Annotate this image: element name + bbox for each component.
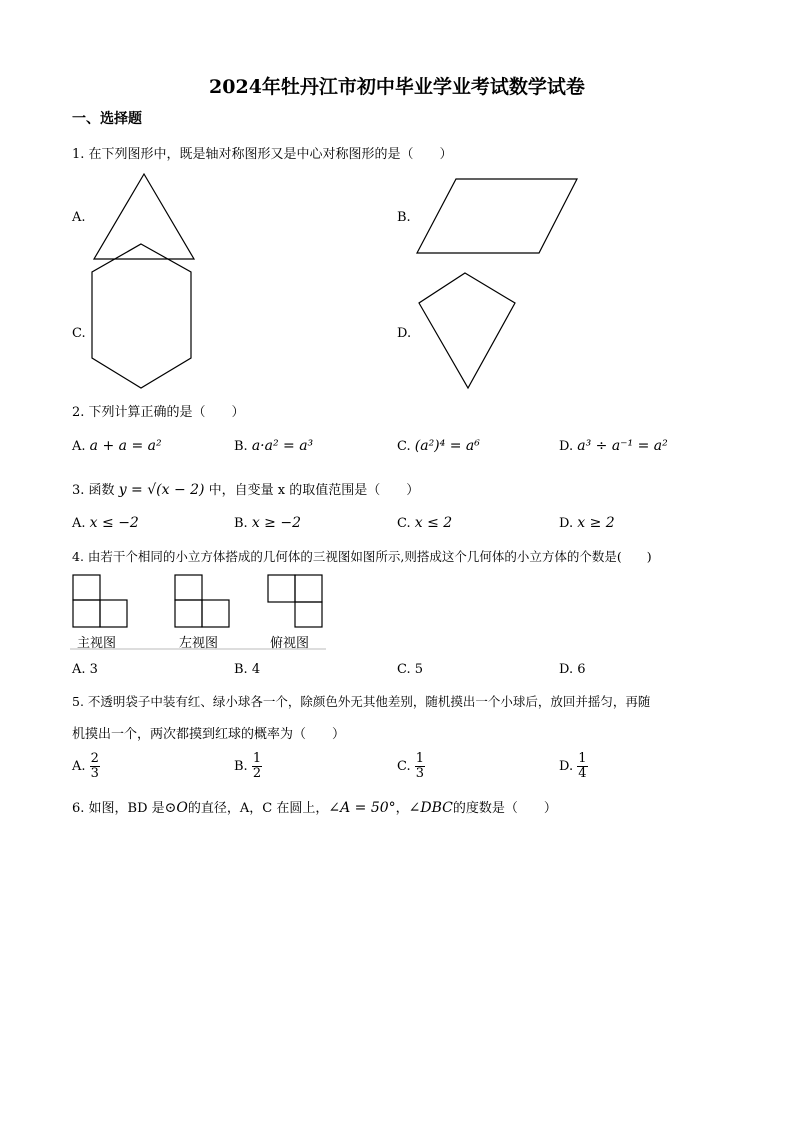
q4-option-b-value: 4 [251, 662, 261, 677]
q4-option-d-value: 6 [577, 662, 586, 677]
q5-option-b [234, 752, 262, 781]
q3-option-b-expr: x ≥ −2 [251, 515, 301, 531]
q6-stem-suffix: 的度数是（ ） [452, 801, 557, 816]
q3-option-a-letter: A. [72, 516, 86, 531]
q4-stem: 4. 由若干个相同的小立方体搭成的几何体的三视图如图所示,则搭成这个几何体的小立方体的个数是( ) [72, 549, 652, 564]
q6-separator: ， [395, 801, 409, 816]
q5-option-a-fraction [90, 752, 100, 781]
q3-option-c-expr: x ≤ 2 [414, 515, 453, 531]
q5-option-b-letter: B. [234, 759, 248, 774]
q3-option-a-expr: x ≤ −2 [89, 515, 139, 531]
q4-option-a-letter: A. [72, 662, 86, 677]
q5-option-d-letter: D. [559, 759, 574, 774]
q1-stem: 1. 在下列图形中，既是轴对称图形又是中心对称图形的是（ ） [72, 147, 453, 162]
q4-option-c [397, 662, 423, 677]
q4-option-d-letter: D. [559, 662, 574, 677]
section-heading: 一、选择题 [72, 111, 142, 127]
q6-stem [72, 797, 557, 816]
q3-stem-prefix: 3. 函数 [72, 483, 115, 498]
q5-option-b-numerator: 1 [252, 751, 262, 766]
q2-stem: 2. 下列计算正确的是（ ） [72, 405, 245, 420]
q6-circle-symbol: ⊙O [164, 800, 188, 816]
q5-option-d [559, 752, 588, 781]
q3-option-b-letter: B. [234, 516, 248, 531]
q5-option-b-fraction [252, 752, 262, 781]
side-view-drawing [175, 575, 229, 627]
q2-option-b-expr: a·a² = a³ [251, 438, 314, 454]
top-view-label: 俯视图 [270, 636, 310, 651]
q1-option-d-label: D. [397, 326, 412, 341]
q5-option-a-letter: A. [72, 759, 86, 774]
q4-option-a [72, 662, 98, 677]
q4-option-b [234, 662, 260, 677]
side-view-label: 左视图 [179, 636, 219, 651]
page-title: 2024年牡丹江市初中毕业学业考试数学试卷 [209, 76, 585, 98]
q5-option-c-numerator: 1 [415, 751, 425, 766]
q3-option-c-letter: C. [397, 516, 411, 531]
q5-option-d-fraction [577, 752, 587, 781]
q5-option-d-denominator: 4 [578, 766, 587, 781]
q6-angle-dbc: ∠DBC [408, 800, 453, 816]
front-view-label: 主视图 [77, 636, 117, 651]
q2-option-c-expr: (a²)⁴ = a⁶ [414, 438, 480, 454]
q2-option-d-expr: a³ ÷ a⁻¹ = a² [577, 438, 668, 454]
q2-option-a-letter: A. [72, 439, 86, 454]
q5-stem-line2: 机摸出一个，两次都摸到红球的概率为（ ） [72, 727, 346, 742]
q1-option-a-label: A. [72, 210, 86, 225]
q3-option-d-expr: x ≥ 2 [577, 515, 615, 531]
front-view-drawing [73, 575, 127, 627]
q4-option-c-letter: C. [397, 662, 411, 677]
q3-function-expr: y = √(x − 2) [118, 482, 205, 498]
q5-option-a [72, 752, 100, 781]
q6-angle-a: ∠A = 50° [328, 800, 396, 816]
q5-option-d-numerator: 1 [578, 751, 587, 766]
q5-stem-line1: 5. 不透明袋子中装有红、绿小球各一个，除颜色外无其他差别，随机摸出一个小球后，放回并摇匀，再随 [72, 694, 651, 709]
q5-option-c-letter: C. [397, 759, 411, 774]
q5-option-c [397, 752, 425, 781]
q2-option-c-letter: C. [397, 439, 411, 454]
q5-option-c-denominator: 3 [415, 766, 425, 781]
q3-option-d-letter: D. [559, 516, 574, 531]
q1-option-b-label: B. [397, 210, 411, 225]
q2-option-d-letter: D. [559, 439, 574, 454]
q4-option-a-value: 3 [89, 662, 98, 677]
q6-stem-prefix: 6. 如图，BD 是 [72, 801, 165, 816]
q2-option-a-expr: a + a = a² [89, 438, 162, 454]
q6-stem-middle: 的直径，A，C 在圆上， [187, 801, 329, 816]
q4-option-d [559, 662, 586, 677]
q1-option-c-label: C. [72, 326, 86, 341]
q2-option-b-letter: B. [234, 439, 248, 454]
q5-option-a-numerator: 2 [90, 751, 99, 766]
q3-stem-suffix: 中，自变量 x 的取值范围是（ ） [208, 483, 420, 498]
q4-option-b-letter: B. [234, 662, 248, 677]
q5-option-b-denominator: 2 [252, 766, 262, 781]
top-view-drawing [268, 575, 322, 627]
q5-option-c-fraction [415, 752, 425, 781]
q5-option-a-denominator: 3 [90, 766, 99, 781]
q4-option-c-value: 5 [414, 662, 424, 677]
